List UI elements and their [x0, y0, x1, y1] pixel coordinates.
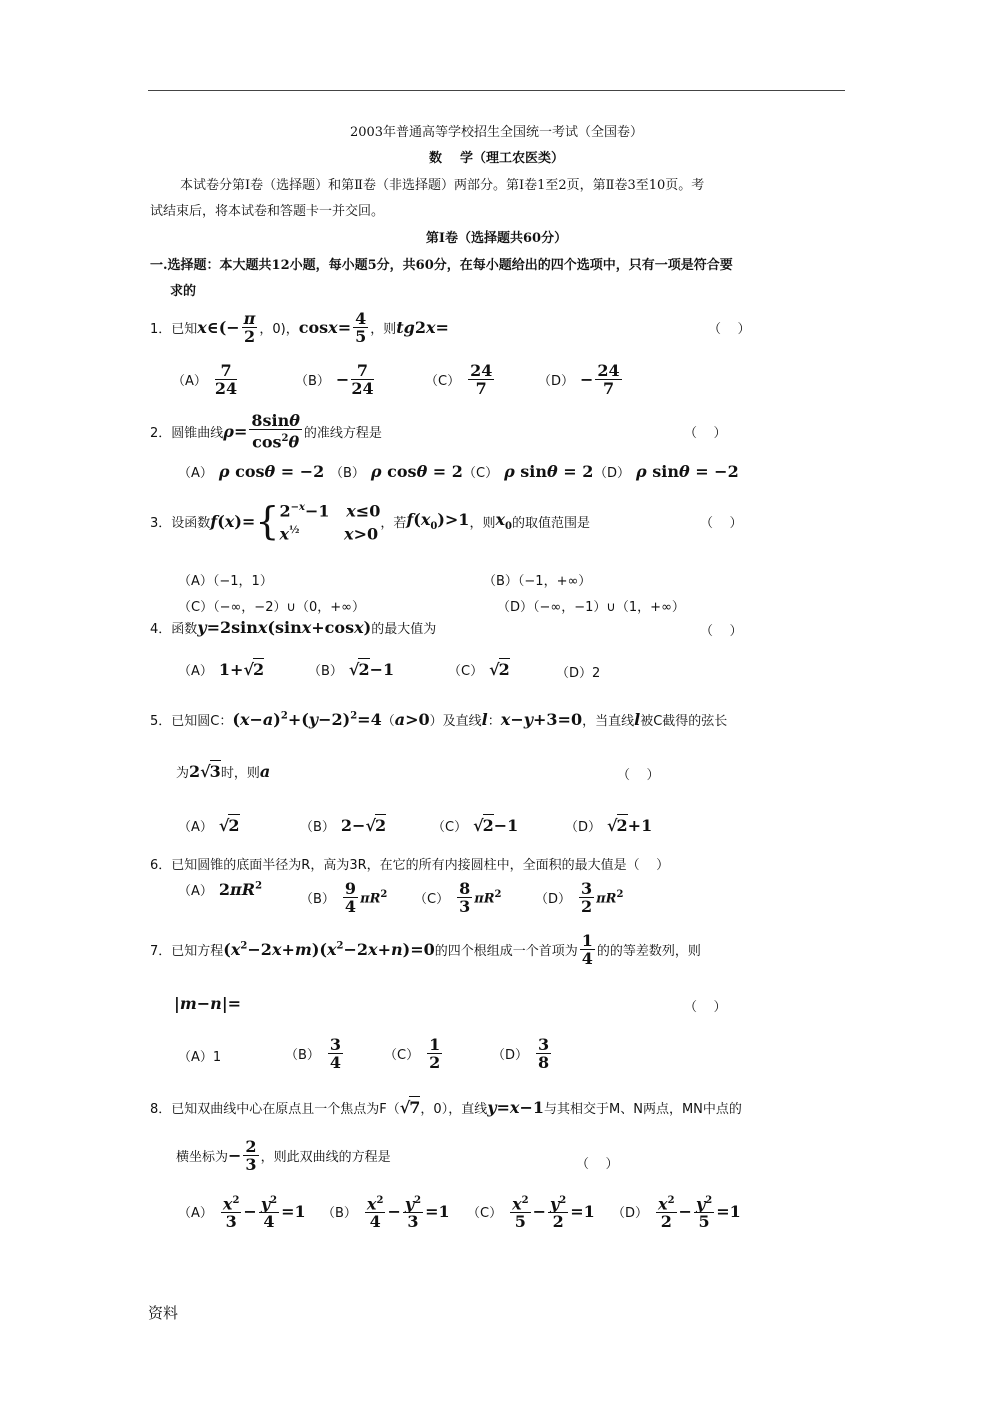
- instruction-line-2: 求的: [170, 284, 197, 299]
- q7-option-b[interactable]: （B） $\frac{3}{4}$: [285, 1035, 342, 1072]
- q1-option-a[interactable]: （A） $\frac{7}{24}$: [172, 361, 238, 398]
- question-5-answer-blank[interactable]: （ ）: [617, 768, 660, 783]
- q2-option-b[interactable]: （B） ρ cosθ = 2: [330, 462, 463, 481]
- q3-option-d[interactable]: （D）（−∞，−1）∪（1，+∞）: [497, 600, 685, 615]
- q1-option-b[interactable]: （B） − $\frac{7}{24}$: [295, 361, 374, 398]
- question-7-stem: 7． 已知方程 $(x^2-2x+m)(x^2-2x+n)=0$ 的四个根组成一个首项为 $\frac{1}{4}$ 的的等差数列，则: [150, 931, 701, 968]
- q4-option-b[interactable]: （B） √2−1: [308, 660, 395, 679]
- question-4-answer-blank[interactable]: （ ）: [700, 624, 743, 639]
- question-4-stem: 4． 函数 y=2sinx(sinx+cosx) 的最大值为: [150, 618, 437, 637]
- q8-option-b[interactable]: （B） $\frac{x^2}{4}$ − $\frac{y^2}{3}$ =1: [322, 1192, 450, 1230]
- q8-option-a[interactable]: （A） $\frac{x^2}{3}$ − $\frac{y^2}{4}$ =1: [178, 1192, 306, 1230]
- q8-option-d[interactable]: （D） $\frac{x^2}{2}$ − $\frac{y^2}{5}$ =1: [612, 1192, 741, 1230]
- q6-option-d[interactable]: （D） $\frac{3}{2}$ $\pi R^2$: [535, 879, 624, 916]
- q4-option-d[interactable]: （D）2: [556, 666, 601, 681]
- question-6-stem: 6． 已知圆锥的底面半径为R，高为3R，在它的所有内接圆柱中，全面积的最大值是（ ）: [150, 858, 670, 873]
- section-title: 第Ⅰ卷（选择题共60分）: [425, 231, 568, 246]
- question-5-stem: 5． 已知圆C： $(x-a)^2+(y-2)^2=4$ （ a>0 ）及直线 l ： x−y+3=0 ，当直线 l 被C截得的弦长: [150, 710, 728, 729]
- q7-option-d[interactable]: （D） $\frac{3}{8}$: [492, 1035, 550, 1072]
- q1-option-d[interactable]: （D） − $\frac{24}{7}$: [538, 361, 620, 398]
- intro-line-1: 本试卷分第Ⅰ卷（选择题）和第Ⅱ卷（非选择题）两部分。第Ⅰ卷1至2页，第Ⅱ卷3至10页。考: [180, 178, 705, 193]
- question-3-answer-blank[interactable]: （ ）: [700, 516, 743, 531]
- q3-option-c[interactable]: （C）（−∞，−2）∪（0，+∞）: [178, 600, 365, 615]
- q8-option-c[interactable]: （C） $\frac{x^2}{5}$ − $\frac{y^2}{2}$ =1: [467, 1192, 595, 1230]
- question-8-answer-blank[interactable]: （ ）: [576, 1157, 619, 1172]
- q7-option-a[interactable]: （A）1: [178, 1050, 222, 1065]
- question-5-stem-line-2: 为 2√3 时，则 a: [176, 762, 271, 781]
- q7-option-c[interactable]: （C） $\frac{1}{2}$: [384, 1035, 441, 1072]
- question-3-stem: 3． 设函数 f(x)= { $2^{-x}-1$ x≤0 $x^{\frac{1}{2}}$ x>0 ，若 $f(x_0)>1$ ，则 $x_0$ 的取值范围是: [150, 499, 590, 544]
- q2-option-a[interactable]: （A） ρ cosθ = −2: [178, 462, 325, 481]
- q6-option-a[interactable]: （A） $2\pi R^2$: [178, 880, 263, 899]
- q2-option-c[interactable]: （C） ρ sinθ = 2: [463, 462, 594, 481]
- footer-label: 资料: [148, 1304, 179, 1322]
- exam-title: 2003年普通高等学校招生全国统一考试（全国卷）: [349, 125, 644, 140]
- q2-option-d[interactable]: （D） ρ sinθ = −2: [594, 462, 739, 481]
- q4-option-c[interactable]: （C） √2: [448, 660, 510, 679]
- question-8-stem: 8． 已知双曲线中心在原点且一个焦点为F（ √7 ，0），直线 y=x−1 与其相交于M、N两点，MN中点的: [150, 1098, 742, 1117]
- q4-option-a[interactable]: （A） 1+√2: [178, 660, 265, 679]
- question-7-expression: |m−n|=: [174, 994, 242, 1013]
- q5-option-c[interactable]: （C） √2−1: [432, 816, 519, 835]
- question-8-stem-line-2: 横坐标为 − $\frac{2}{3}$ ，则此双曲线的方程是: [176, 1137, 391, 1174]
- q3-option-a[interactable]: （A）（−1，1）: [178, 574, 273, 589]
- question-2-answer-blank[interactable]: （ ）: [684, 426, 727, 441]
- q3-option-b[interactable]: （B）（−1，+∞）: [483, 574, 592, 589]
- question-7-answer-blank[interactable]: （ ）: [684, 1000, 727, 1015]
- q6-option-c[interactable]: （C） $\frac{8}{3}$ $\pi R^2$: [414, 879, 502, 916]
- instruction-line-1: 一.选择题：本大题共12小题，每小题5分，共60分，在每小题给出的四个选项中，只有一项是符合要: [150, 258, 733, 273]
- q5-option-d[interactable]: （D） √2+1: [565, 816, 653, 835]
- question-1-answer-blank[interactable]: （ ）: [708, 322, 751, 337]
- exam-subtitle: 数 学（理工农医类）: [428, 151, 565, 166]
- q5-option-a[interactable]: （A） √2: [178, 816, 240, 835]
- intro-line-2: 试结束后，将本试卷和答题卡一并交回。: [150, 204, 385, 219]
- q1-option-c[interactable]: （C） $\frac{24}{7}$: [425, 361, 493, 398]
- q6-option-b[interactable]: （B） $\frac{9}{4}$ $\pi R^2$: [300, 879, 388, 916]
- top-rule: [148, 90, 845, 91]
- question-1-stem: 1． 已知 x∈(− $\frac{\pi}{2}$ ，0) ， cosx= $\frac{4}{5}$ ，则 tg2x=: [150, 309, 449, 346]
- q5-option-b[interactable]: （B） 2−√2: [300, 816, 387, 835]
- question-2-stem: 2． 圆锥曲线 ρ= $\frac{8\sin\theta}{\cos^2\theta}$ 的准线方程是: [150, 411, 382, 452]
